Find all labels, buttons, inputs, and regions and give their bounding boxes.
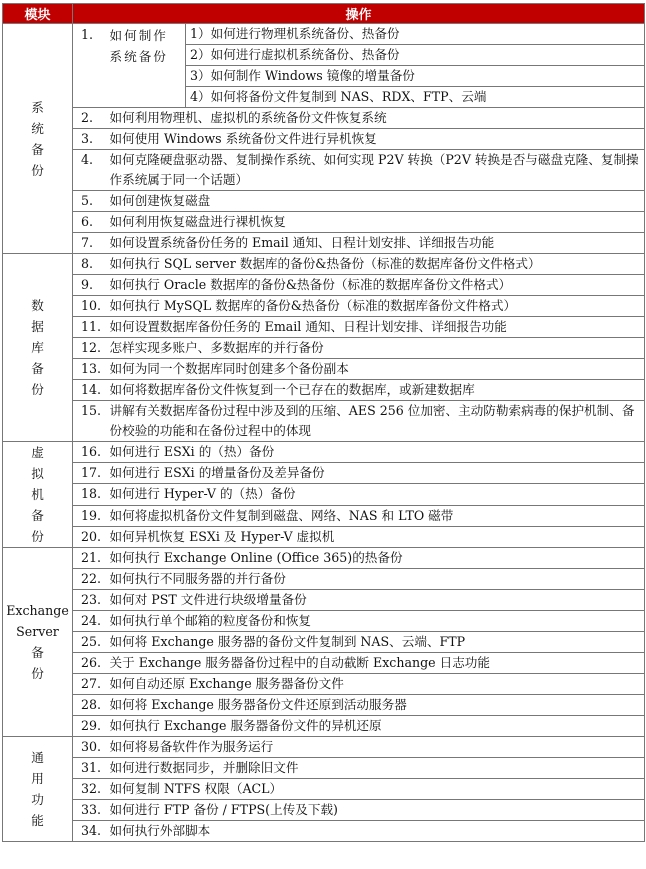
table-row <box>3 108 645 129</box>
module-name-line: 系 <box>31 99 44 115</box>
module-name-line: 虚 <box>31 445 44 460</box>
module-name-line: 备 <box>31 645 44 660</box>
module-name-cell <box>3 737 73 842</box>
sub-item-text: 2）如何进行虚拟机系统备份、热备份 <box>186 45 645 66</box>
item-text: 如何克隆硬盘驱动器、复制操作系统、如何实现 P2V 转换（P2V 转换是否与磁盘克隆、复制操作系统属于同一个话题） <box>106 150 645 191</box>
module-name-line: 统 <box>31 120 44 136</box>
table-row <box>3 695 645 716</box>
item-number: 28. <box>73 695 106 716</box>
item-number: 15. <box>73 401 106 442</box>
item-text: 如何进行 Hyper-V 的（热）备份 <box>106 484 645 505</box>
item-text: 如何自动还原 Exchange 服务器备份文件 <box>106 674 645 695</box>
table-row <box>3 758 645 779</box>
sub-item-text: 1）如何进行物理机系统备份、热备份 <box>186 24 645 45</box>
module-name-line: 份 <box>31 382 44 397</box>
item-number: 11. <box>73 317 106 338</box>
item-text: 如何为同一个数据库同时创建多个备份副本 <box>106 359 645 380</box>
module-name-line: Exchange <box>6 603 69 618</box>
item-text: 如何执行 MySQL 数据库的备份&热备份（标准的数据库备份文件格式） <box>106 296 645 317</box>
table-row <box>3 191 645 212</box>
item-text: 如何执行 Exchange 服务器备份文件的异机还原 <box>106 716 645 737</box>
module-name-line: 备 <box>31 508 44 523</box>
item-number: 2. <box>73 108 106 129</box>
item-text: 如何异机恢复 ESXi 及 Hyper-V 虚拟机 <box>106 526 645 547</box>
item-number: 31. <box>73 758 106 779</box>
item-text: 如何将 Exchange 服务器备份文件还原到活动服务器 <box>106 695 645 716</box>
module-name-line: 库 <box>31 340 44 355</box>
module-name-line: 用 <box>31 771 44 786</box>
table-row <box>3 674 645 695</box>
module-name-cell <box>3 442 73 548</box>
item-text: 如何使用 Windows 系统备份文件进行异机恢复 <box>106 129 645 150</box>
item-number: 33. <box>73 800 106 821</box>
item-text: 如何执行单个邮箱的粒度备份和恢复 <box>106 611 645 632</box>
table-body <box>3 24 645 842</box>
item-number: 8. <box>73 254 106 275</box>
module-name-line: 通 <box>31 750 44 765</box>
table-row <box>3 338 645 359</box>
table-row <box>3 653 645 674</box>
sub-item-text: 4）如何将备份文件复制到 NAS、RDX、FTP、云端 <box>186 87 645 108</box>
module-name-line: 备 <box>31 361 44 376</box>
table-row <box>3 632 645 653</box>
item-text: 如何创建恢复磁盘 <box>106 191 645 212</box>
item-text: 如何进行 FTP 备份 / FTPS(上传及下载) <box>106 800 645 821</box>
item-text: 如何执行 Oracle 数据库的备份&热备份（标准的数据库备份文件格式） <box>106 275 645 296</box>
table-header-row <box>3 4 645 24</box>
table-row <box>3 317 645 338</box>
table-row <box>3 296 645 317</box>
operations-table <box>2 3 645 842</box>
item-number: 20. <box>73 526 106 547</box>
module-name-line: 份 <box>31 162 44 178</box>
document-page <box>2 3 644 842</box>
item-text: 如何复制 NTFS 权限（ACL） <box>106 779 645 800</box>
module-name-line: 数 <box>31 298 44 313</box>
item-number: 6. <box>73 212 106 233</box>
item-text: 如何对 PST 文件进行块级增量备份 <box>106 590 645 611</box>
table-row <box>3 380 645 401</box>
item-text: 如何进行 ESXi 的增量备份及差异备份 <box>106 463 645 484</box>
item-number: 17. <box>73 463 106 484</box>
item-text: 如何进行数据同步，并删除旧文件 <box>106 758 645 779</box>
item-number: 3. <box>73 129 106 150</box>
item-number: 25. <box>73 632 106 653</box>
module-name-line: 份 <box>31 529 44 544</box>
item-number: 9. <box>73 275 106 296</box>
item-number: 26. <box>73 653 106 674</box>
table-row <box>3 484 645 505</box>
table-row <box>3 821 645 842</box>
item-text: 如何执行不同服务器的并行备份 <box>106 569 645 590</box>
item-number: 32. <box>73 779 106 800</box>
table-row <box>3 526 645 547</box>
module-name-line: 机 <box>31 487 44 502</box>
item-number: 13. <box>73 359 106 380</box>
table-row <box>3 463 645 484</box>
item-text: 如何将虚拟机备份文件复制到磁盘、网络、NAS 和 LTO 磁带 <box>106 505 645 526</box>
table-row <box>3 737 645 758</box>
item-text: 如何执行外部脚本 <box>106 821 645 842</box>
table-row <box>3 548 645 569</box>
item-number: 22. <box>73 569 106 590</box>
module-name-cell <box>3 24 73 254</box>
table-row <box>3 150 645 191</box>
item-number: 30. <box>73 737 106 758</box>
item-number: 19. <box>73 505 106 526</box>
table-row <box>3 359 645 380</box>
table-row <box>3 590 645 611</box>
item-number: 1. <box>73 24 106 108</box>
item-text: 如何执行 Exchange Online (Office 365)的热备份 <box>106 548 645 569</box>
item-text: 讲解有关数据库备份过程中涉及到的压缩、AES 256 位加密、主动防勒索病毒的保护机制、备份校验的功能和在备份过程中的体现 <box>106 401 645 442</box>
item-text: 关于 Exchange 服务器备份过程中的自动截断 Exchange 日志功能 <box>106 653 645 674</box>
item-title: 如何制作系统备份 <box>106 24 186 108</box>
table-row <box>3 611 645 632</box>
item-number: 23. <box>73 590 106 611</box>
item-number: 7. <box>73 233 106 254</box>
item-number: 5. <box>73 191 106 212</box>
item-text: 如何将易备软件作为服务运行 <box>106 737 645 758</box>
item-number: 24. <box>73 611 106 632</box>
module-name-line: 份 <box>31 666 44 681</box>
table-row <box>3 800 645 821</box>
item-text: 如何利用恢复磁盘进行裸机恢复 <box>106 212 645 233</box>
module-name-cell <box>3 254 73 442</box>
table-row <box>3 254 645 275</box>
module-name-cell <box>3 548 73 737</box>
module-name-line: 功 <box>31 792 44 807</box>
table-row <box>3 779 645 800</box>
item-text: 怎样实现多账户、多数据库的并行备份 <box>106 338 645 359</box>
table-row <box>3 401 645 442</box>
item-text: 如何将 Exchange 服务器的备份文件复制到 NAS、云端、FTP <box>106 632 645 653</box>
item-number: 16. <box>73 442 106 463</box>
sub-item-text: 3）如何制作 Windows 镜像的增量备份 <box>186 66 645 87</box>
module-column-header: 模块 <box>3 4 73 24</box>
table-row <box>3 24 645 45</box>
item-text: 如何利用物理机、虚拟机的系统备份文件恢复系统 <box>106 108 645 129</box>
item-number: 21. <box>73 548 106 569</box>
item-number: 12. <box>73 338 106 359</box>
item-number: 29. <box>73 716 106 737</box>
module-name-line: 拟 <box>31 466 44 481</box>
table-row <box>3 505 645 526</box>
item-number: 34. <box>73 821 106 842</box>
item-text: 如何将数据库备份文件恢复到一个已存在的数据库，或新建数据库 <box>106 380 645 401</box>
item-number: 27. <box>73 674 106 695</box>
module-name-line: 据 <box>31 319 44 334</box>
item-text: 如何设置系统备份任务的 Email 通知、日程计划安排、详细报告功能 <box>106 233 645 254</box>
module-name-line: 能 <box>31 813 44 828</box>
item-number: 14. <box>73 380 106 401</box>
table-row <box>3 569 645 590</box>
item-number: 10. <box>73 296 106 317</box>
item-number: 18. <box>73 484 106 505</box>
item-text: 如何设置数据库备份任务的 Email 通知、日程计划安排、详细报告功能 <box>106 317 645 338</box>
operation-column-header: 操作 <box>73 4 645 24</box>
table-row <box>3 212 645 233</box>
table-row <box>3 716 645 737</box>
module-name-line: 备 <box>31 141 44 157</box>
table-row <box>3 442 645 463</box>
item-text: 如何执行 SQL server 数据库的备份&热备份（标准的数据库备份文件格式） <box>106 254 645 275</box>
item-text: 如何进行 ESXi 的（热）备份 <box>106 442 645 463</box>
table-row <box>3 233 645 254</box>
item-number: 4. <box>73 150 106 191</box>
table-row <box>3 129 645 150</box>
table-row <box>3 275 645 296</box>
module-name-line: Server <box>16 624 59 639</box>
